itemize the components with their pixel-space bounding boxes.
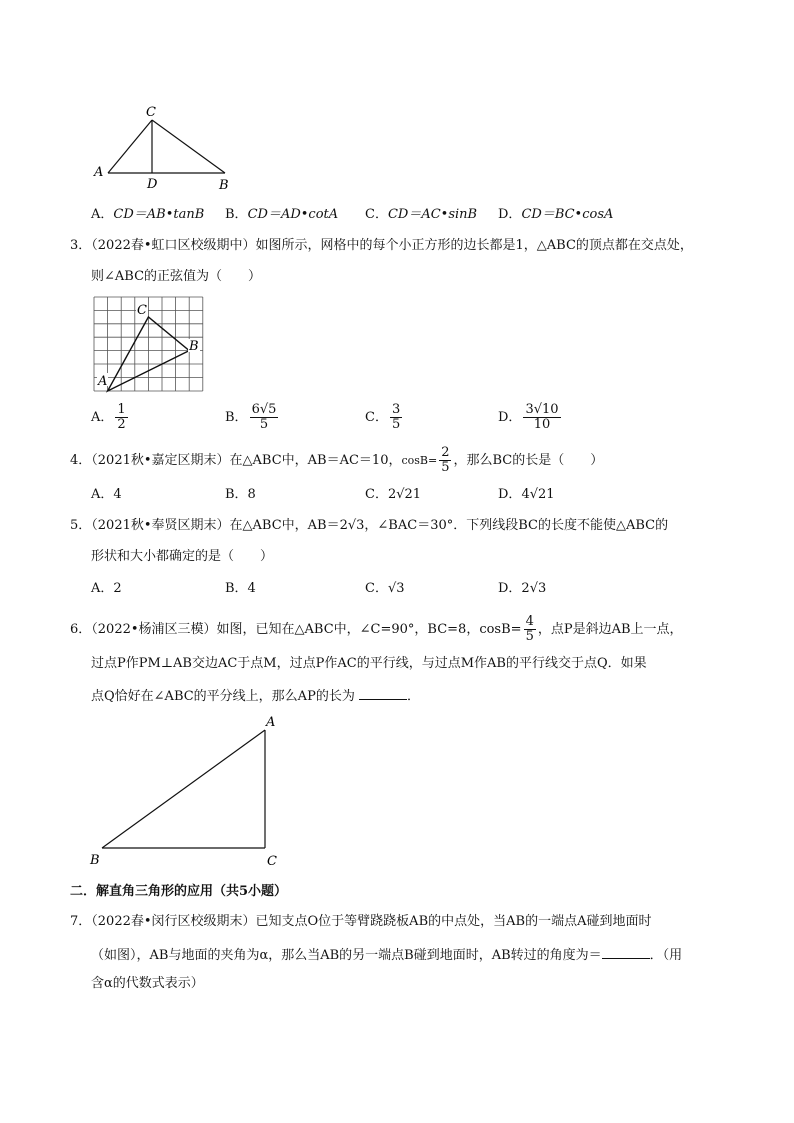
q6-line3 <box>91 685 420 707</box>
q4-den: 5 <box>441 460 450 475</box>
q2-option-d-letter: D． <box>498 207 522 222</box>
q4-line1 <box>70 446 603 475</box>
label-a: A <box>266 715 276 730</box>
q5-line1: 5．（2021秋•奉贤区期末）在△ABC中，AB＝2√3，∠BAC＝30°．下列线段BC的长度不能使△ABC的 <box>70 518 669 533</box>
q4-option-d-letter: D． <box>498 487 522 502</box>
side-cb <box>152 120 225 173</box>
q3-line1: 3．（2022春•虹口区校级期中）如图所示，网格中的每个小正方形的边长都是1，△ABC的顶点都在交点处， <box>70 238 693 253</box>
q6-post: ，点P是斜边AB上一点， <box>537 622 683 637</box>
q3-option-d-letter: D． <box>498 410 522 425</box>
q3-option-b-den: 5 <box>259 417 269 432</box>
q2-option-c-rhs: ＝AC•sinB <box>408 207 478 222</box>
q6-den: 5 <box>525 629 534 644</box>
q4-pre: 4．（2021秋•嘉定区期末）在△ABC中，AB＝AC＝10， <box>70 453 402 468</box>
q3-option-b-letter: B． <box>225 410 248 425</box>
q4-cos: cosB= <box>401 454 438 467</box>
q2-option-d <box>498 205 613 225</box>
q7-line2 <box>91 944 682 966</box>
q6-line1 <box>70 615 683 644</box>
label-c: C <box>146 105 156 120</box>
side-ac <box>108 120 152 173</box>
q2-option-b-rhs: ＝AD•cotA <box>267 207 339 222</box>
q5-option-a: A．2 <box>91 581 122 596</box>
grid-label-b: B <box>189 339 199 354</box>
q5-option-b: B．4 <box>225 581 256 596</box>
q3-option-b-num: 6√5 <box>251 402 277 417</box>
q3-option-a <box>91 403 130 432</box>
q4-option-c <box>365 485 421 505</box>
q2-option-c-letter: C． <box>365 207 388 222</box>
q4-option-b: B．8 <box>225 487 256 502</box>
label-d: D <box>147 177 158 192</box>
q2-option-c-lhs: CD <box>387 207 409 222</box>
q5-option-d: D．2√3 <box>498 581 547 596</box>
q3-option-c-den: 5 <box>391 417 401 432</box>
q2-option-a-letter: A． <box>91 207 114 222</box>
q2-option-a-rhs: ＝AB•tanB <box>133 207 205 222</box>
q3-line2: 则∠ABC的正弦值为（ ） <box>91 269 262 284</box>
q6-end: ． <box>406 689 420 704</box>
q3-option-b <box>225 403 280 432</box>
q2-option-d-rhs: ＝BC•cosA <box>541 207 614 222</box>
q3-option-c-letter: C． <box>365 410 388 425</box>
q4-option-c-value: 2√21 <box>387 487 422 502</box>
q6-pre: 6．（2022•杨浦区三模）如图，已知在△ABC中，∠C=90°，BC=8，cosB= <box>70 622 522 637</box>
q6-answer-blank[interactable] <box>359 685 407 700</box>
q3-option-a-letter: A． <box>91 410 114 425</box>
section-heading: 二．解直角三角形的应用（共5小题） <box>70 884 288 899</box>
q7-line1: 7．（2022春•闵行区校级期末）已知支点O位于等臂跷跷板AB的中点处，当AB的一端点A碰到地面时 <box>70 914 652 929</box>
q3-option-d-den: 10 <box>533 417 551 432</box>
q3-option-c <box>365 403 404 432</box>
q3-option-d <box>498 403 563 432</box>
q6-line2: 过点P作PM⊥AB交边AC于点M，过点P作AC的平行线，与过点M作AB的平行线交于点Q．如果 <box>91 656 647 671</box>
label-a: A <box>94 165 104 180</box>
q5-option-c: C．√3 <box>365 581 405 596</box>
q4-option-d-value: 4√21 <box>521 487 555 502</box>
grid-label-c: C <box>137 303 147 318</box>
q7-line3: 含α的代数式表示） <box>91 976 204 991</box>
q3-option-a-num: 1 <box>117 402 126 417</box>
q4-option-a: A．4 <box>91 487 122 502</box>
q5-line2: 形状和大小都确定的是（ ） <box>91 549 274 564</box>
q6-line3-text: 点Q恰好在∠ABC的平分线上，那么AP的长为 <box>91 689 355 704</box>
q7-line2-end: ．（用 <box>649 948 683 963</box>
q2-option-d-lhs: CD <box>521 207 542 222</box>
label-b: B <box>90 853 100 868</box>
figure-grid-triangle <box>92 295 210 393</box>
q3-option-a-den: 2 <box>117 417 126 432</box>
q2-option-a <box>91 205 204 225</box>
q2-option-b-letter: B． <box>225 207 248 222</box>
figure-right-triangle <box>86 712 286 872</box>
q4-option-d <box>498 485 555 505</box>
label-c: C <box>267 854 277 869</box>
figure-triangle-altitude <box>88 100 248 192</box>
q4-post: ，那么BC的长是（ ） <box>453 453 604 468</box>
side-ba <box>102 730 265 848</box>
q6-num: 4 <box>525 614 534 629</box>
q7-line2-text: （如图），AB与地面的夹角为α，那么当AB的另一端点B碰到地面时，AB转过的角度为＝ <box>91 948 602 963</box>
q3-option-c-num: 3 <box>391 402 401 417</box>
q3-option-d-num: 3√10 <box>525 402 559 417</box>
q2-option-b-lhs: CD <box>247 207 268 222</box>
q2-option-b <box>225 205 338 225</box>
label-b: B <box>219 178 229 192</box>
q2-option-c <box>365 205 477 225</box>
grid-label-a: A <box>98 374 108 389</box>
q2-option-a-lhs: CD <box>113 207 134 222</box>
q4-option-c-letter: C． <box>365 487 388 502</box>
q7-answer-blank[interactable] <box>602 944 650 959</box>
q4-num: 2 <box>441 445 450 460</box>
